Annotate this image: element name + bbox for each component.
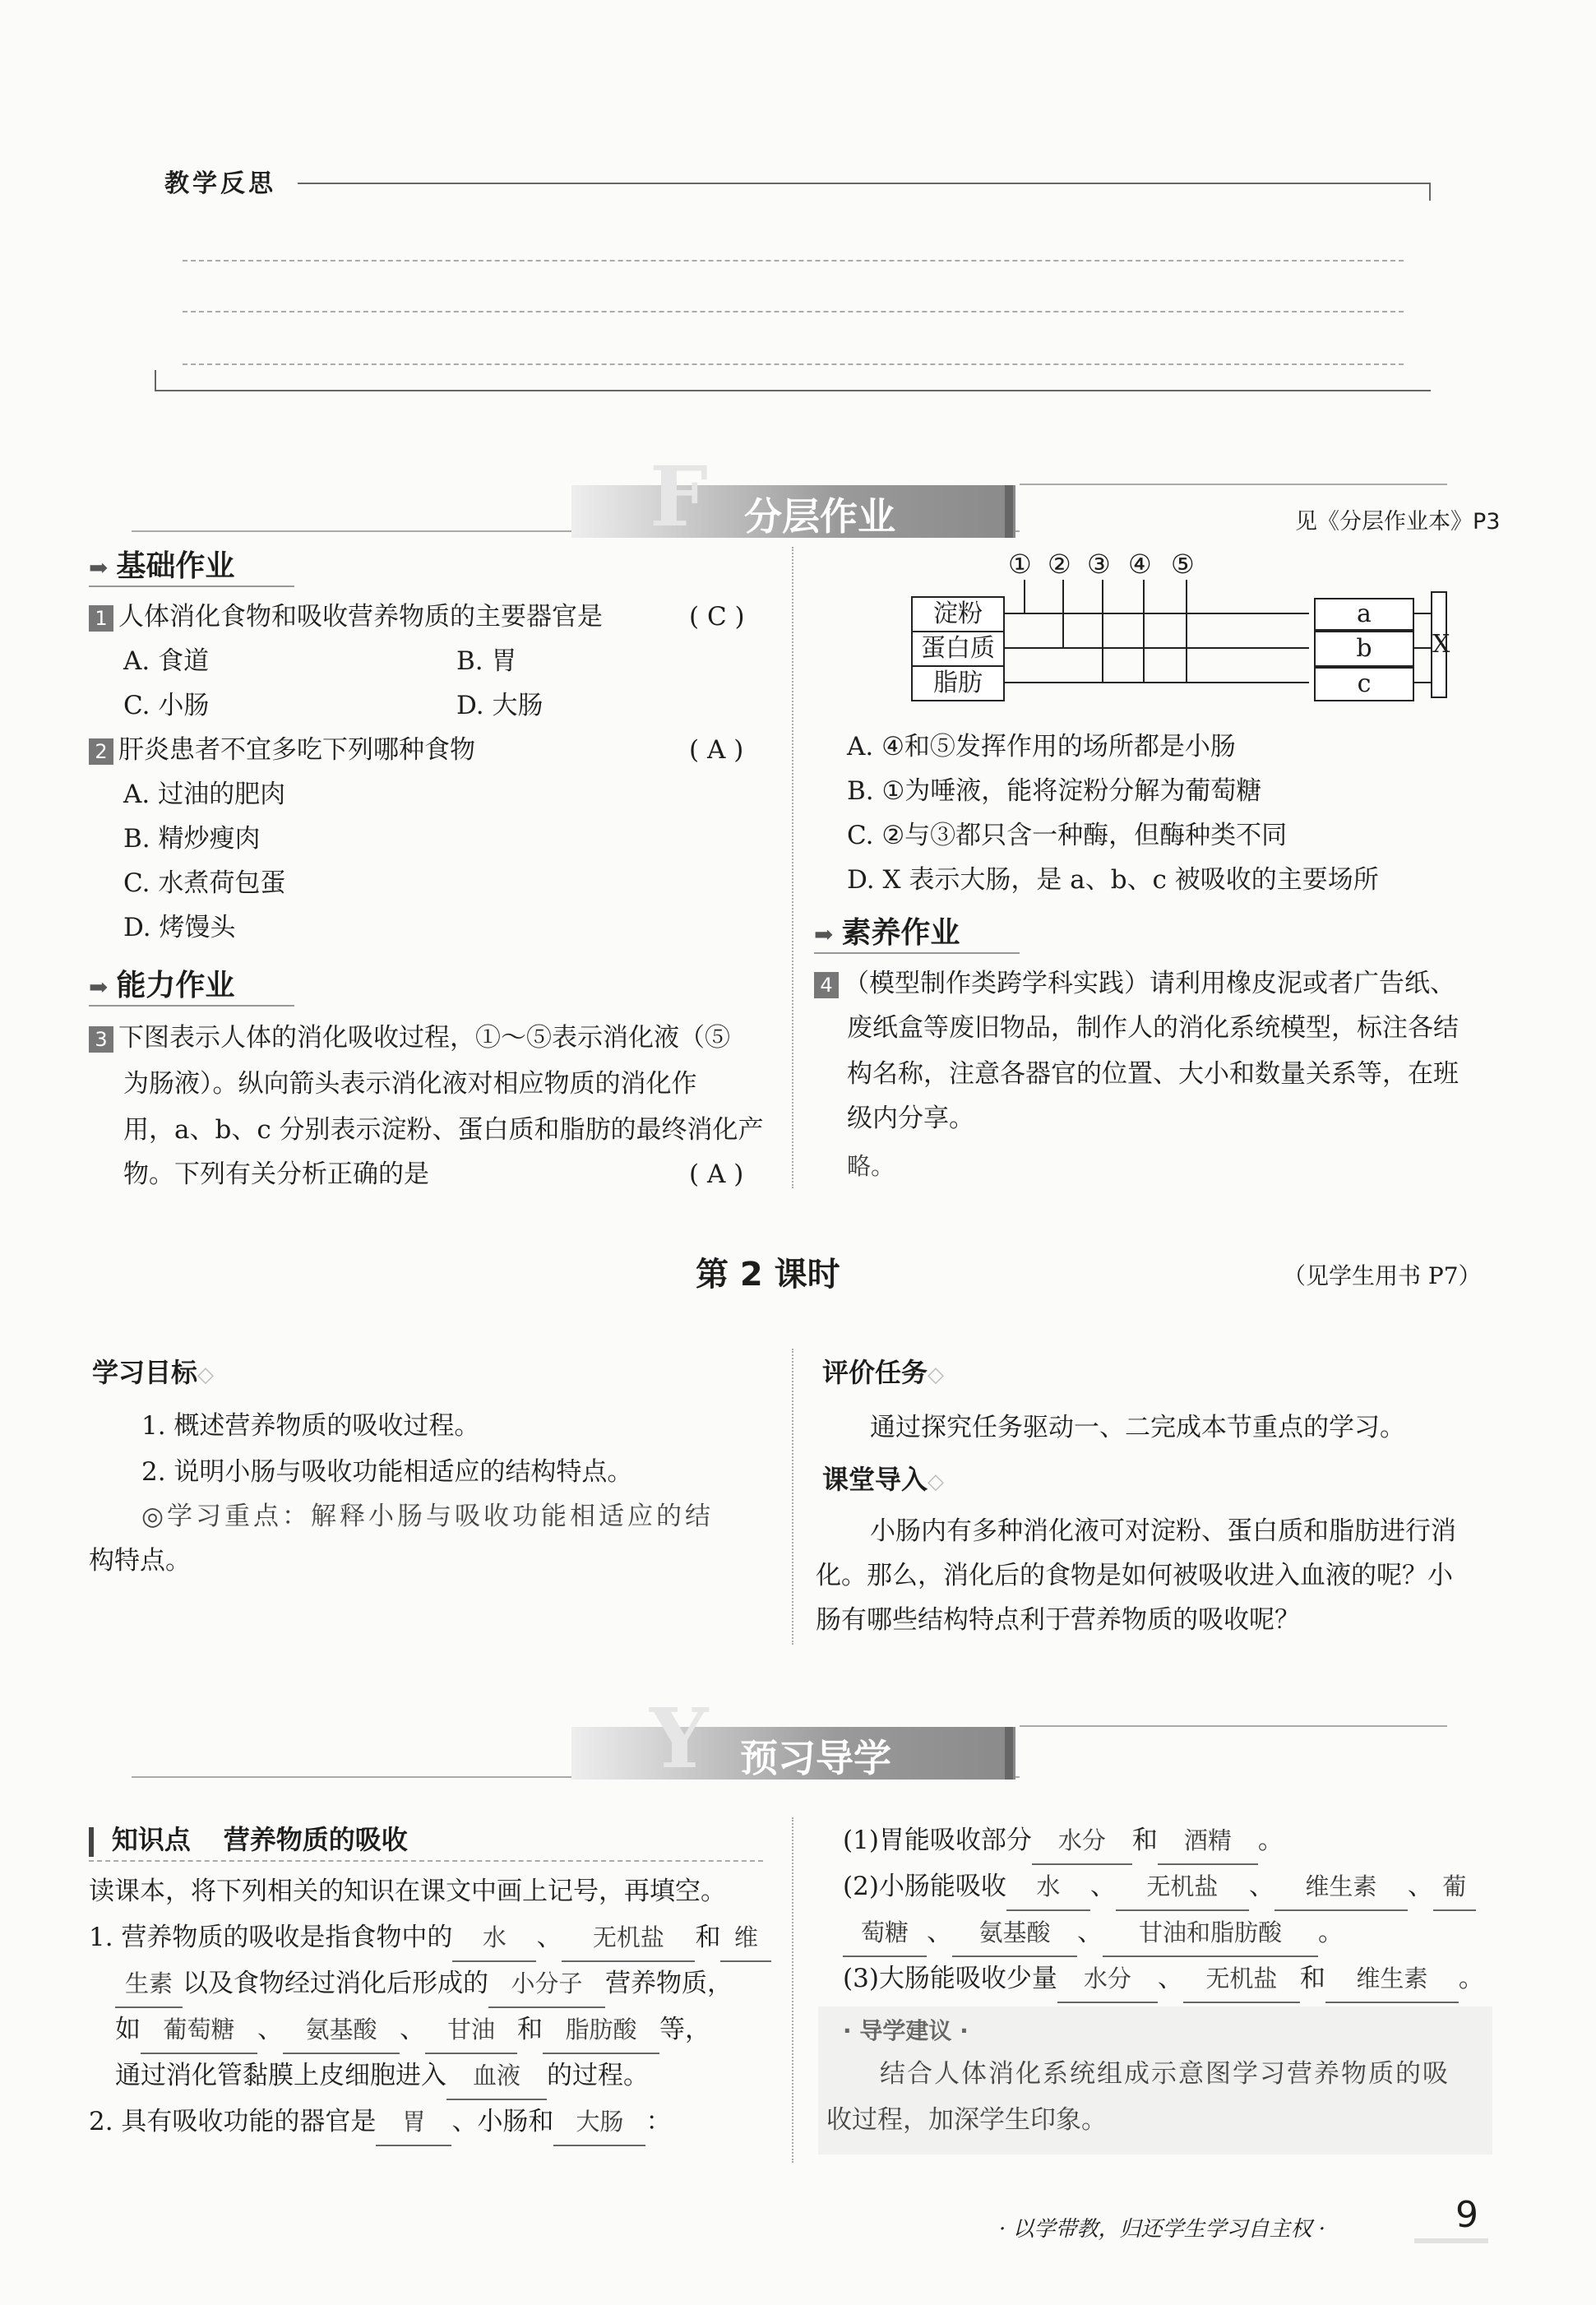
juice-arrow: [1102, 580, 1103, 682]
question-4: 4 （模型制作类跨学科实践）请利用橡皮泥或者广告纸、: [814, 960, 1455, 1007]
input-box-fat: 脂肪: [911, 665, 1005, 701]
q2-option-d: D. 烤馒头: [123, 913, 236, 942]
juice-arrow: [1186, 580, 1187, 682]
arrow-icon: ➡: [89, 974, 109, 1001]
juice-number: ②: [1048, 548, 1071, 580]
knowledge-r1: (1)胃能吸收部分 水分 和 酒精 。: [843, 1817, 1284, 1865]
objectives-focus: ◎学习重点：解释小肠与吸收功能相适应的结: [141, 1502, 715, 1531]
diamond-icon: ◇: [928, 1363, 945, 1387]
q4-answer: 略。: [847, 1152, 895, 1180]
q4-line: 构名称，注意各器官的位置、大小和数量关系等，在班: [847, 1059, 1459, 1089]
footer-bar: [1414, 2238, 1488, 2243]
literacy-heading: ➡ 素养作业: [814, 916, 960, 950]
ability-heading: ➡ 能力作业: [89, 969, 235, 1002]
juice-number: ④: [1128, 548, 1152, 580]
lesson-ref: （见学生用书 P7）: [1283, 1262, 1482, 1289]
page-number: 9: [1455, 2194, 1478, 2236]
intro-line: 化。那么，消化后的食物是如何被吸收进入血液的呢？小: [816, 1561, 1453, 1590]
q2-option-a: A. 过油的肥肉: [123, 780, 286, 809]
q3-line: 物。下列有关分析正确的是: [123, 1159, 429, 1189]
input-box-starch: 淀粉: [911, 596, 1005, 632]
intro-line: 肠有哪些结构特点利于营养物质的吸收呢？: [816, 1605, 1300, 1635]
digestion-diagram: [904, 547, 1450, 711]
absorb-arrow: [1414, 647, 1431, 649]
juice-number: ①: [1008, 548, 1032, 580]
reflection-line: [183, 311, 1404, 312]
q3-option-b: B. ①为唾液，能将淀粉分解为葡萄糖: [847, 776, 1262, 806]
banner-letter: Y: [650, 1690, 709, 1787]
guide-heading: · 导学建议 ·: [843, 2017, 969, 2044]
guide-text: 收过程，加深学生印象。: [826, 2105, 1107, 2135]
knowledge-r3: (3)大肠能吸收少量 水分 、 无机盐 和 维生素 。: [843, 1956, 1484, 2003]
product-box-a: a: [1314, 598, 1414, 631]
knowledge-rule: [89, 1860, 763, 1862]
reflection-left-tick: [155, 370, 156, 390]
absorb-arrow: [1414, 682, 1431, 683]
reflection-line: [183, 363, 1404, 365]
q1-option-b: B. 胃: [456, 646, 517, 676]
product-box-c: c: [1314, 667, 1414, 701]
workbook-ref: 见《分层作业本》P3: [1295, 509, 1501, 535]
objectives-focus: 构特点。: [89, 1546, 191, 1576]
q1-option-d: D. 大肠: [456, 691, 544, 720]
q4-line: 级内分享。: [847, 1104, 974, 1133]
objective-item: 2. 说明小肠与吸收功能相适应的结构特点。: [141, 1457, 633, 1487]
diamond-icon: ◇: [197, 1363, 215, 1387]
q3-line: 为肠液）。纵向箭头表示消化液对相应物质的消化作: [123, 1069, 697, 1099]
ability-heading-underline: [89, 1005, 294, 1007]
column-divider: [792, 547, 793, 1188]
q1-option-c: C. 小肠: [123, 691, 210, 720]
literacy-heading-underline: [814, 952, 1020, 954]
digestion-arrow: [1005, 682, 1309, 683]
digestion-arrow: [1005, 613, 1309, 614]
q4-line: 废纸盒等废旧物品，制作人的消化系统模型，标注各结: [847, 1013, 1459, 1043]
footer-motto: · 以学带教，归还学生学习自主权 ·: [999, 2217, 1326, 2242]
q3-option-d: D. X 表示大肠，是 a、b、c 被吸收的主要场所: [847, 865, 1379, 895]
q1-answer: ( C ): [689, 602, 745, 632]
evaluation-text: 通过探究任务驱动一、二完成本节重点的学习。: [870, 1413, 1405, 1442]
banner-title: 分层作业: [744, 494, 895, 539]
q1-option-a: A. 食道: [123, 646, 210, 676]
banner-rule-right: [1020, 1725, 1447, 1727]
target-box-x: X: [1431, 591, 1447, 698]
intro-line: 小肠内有多种消化液可对淀粉、蛋白质和脂肪进行消: [870, 1516, 1456, 1546]
product-box-b: b: [1314, 631, 1414, 667]
juice-number: ⑤: [1171, 548, 1195, 580]
knowledge-bar: [89, 1827, 94, 1857]
reflection-title: 教学反思: [164, 169, 276, 198]
question-2: 2 肝炎患者不宜多吃下列哪种食物: [89, 727, 475, 773]
digestion-arrow: [1005, 647, 1309, 649]
knowledge-p1-line2: 生素 以及食物经过消化后形成的 小分子 营养物质，: [115, 1960, 733, 2008]
evaluation-heading: 评价任务◇: [822, 1357, 945, 1388]
basic-heading: ➡ 基础作业: [89, 549, 235, 583]
knowledge-p2: 2. 具有吸收功能的器官是 胃 、小肠和 大肠 ：: [89, 2099, 671, 2146]
basic-heading-underline: [89, 586, 294, 587]
q2-option-b: B. 精炒瘦肉: [123, 824, 261, 854]
juice-arrow: [1062, 580, 1064, 647]
column-divider: [792, 1349, 793, 1645]
intro-heading: 课堂导入◇: [822, 1464, 945, 1495]
q2-option-c: C. 水煮荷包蛋: [123, 868, 286, 898]
guide-text: 结合人体消化系统组成示意图学习营养物质的吸: [880, 2059, 1450, 2089]
knowledge-r2-line1: (2)小肠能吸收 水 、 无机盐 、 维生素 、 葡: [843, 1863, 1476, 1911]
banner-rule-right: [1020, 484, 1447, 485]
arrow-icon: ➡: [814, 921, 834, 948]
question-3: 3 下图表示人体的消化吸收过程，①～⑤表示消化液（⑤: [89, 1015, 730, 1061]
absorb-arrow: [1414, 613, 1431, 614]
reflection-bottom-rule: [155, 390, 1431, 391]
knowledge-r2-line2: 萄糖 、 氨基酸 、 甘油和脂肪酸 。: [843, 1909, 1344, 1957]
objectives-heading: 学习目标◇: [92, 1357, 215, 1388]
q2-answer: ( A ): [689, 735, 744, 765]
knowledge-p1-line1: 1. 营养物质的吸收是指食物中的 水 、 无机盐 和 维: [89, 1914, 771, 1962]
knowledge-instruction: 读课本，将下列相关的知识在课文中画上记号，再填空。: [89, 1877, 726, 1906]
reflection-right-tick: [1429, 183, 1431, 201]
reflection-rule: [298, 183, 1431, 184]
knowledge-p1-line3: 如 葡萄糖 、 氨基酸 、 甘油 和 脂肪酸 等，: [115, 2006, 710, 2054]
input-box-protein: 蛋白质: [911, 631, 1005, 667]
knowledge-header: 知识点 营养物质的吸收: [89, 1819, 408, 1857]
q3-option-c: C. ②与③都只含一种酶，但酶种类不同: [847, 821, 1288, 850]
banner-title: 预习导学: [740, 1736, 891, 1780]
q3-line: 用，a、b、c 分别表示淀粉、蛋白质和脂肪的最终消化产: [123, 1115, 764, 1145]
question-1: 1 人体消化食物和吸收营养物质的主要器官是: [89, 594, 603, 640]
juice-number: ③: [1087, 548, 1111, 580]
lesson-title: 第 2 课时: [696, 1256, 840, 1294]
banner-end-bar: [1005, 485, 1013, 538]
diamond-icon: ◇: [928, 1470, 945, 1494]
banner-letter: F: [650, 448, 708, 545]
q3-option-a: A. ④和⑤发挥作用的场所都是小肠: [847, 732, 1236, 761]
banner-end-bar: [1005, 1727, 1013, 1780]
juice-arrow: [1143, 580, 1145, 682]
objective-item: 1. 概述营养物质的吸收过程。: [141, 1411, 480, 1441]
juice-arrow: [1024, 580, 1025, 613]
knowledge-p1-line4: 通过消化管黏膜上皮细胞进入 血液 的过程。: [115, 2053, 649, 2100]
column-divider: [792, 1817, 793, 2163]
reflection-line: [183, 260, 1404, 262]
q3-answer: ( A ): [689, 1159, 744, 1189]
arrow-icon: ➡: [89, 554, 109, 581]
